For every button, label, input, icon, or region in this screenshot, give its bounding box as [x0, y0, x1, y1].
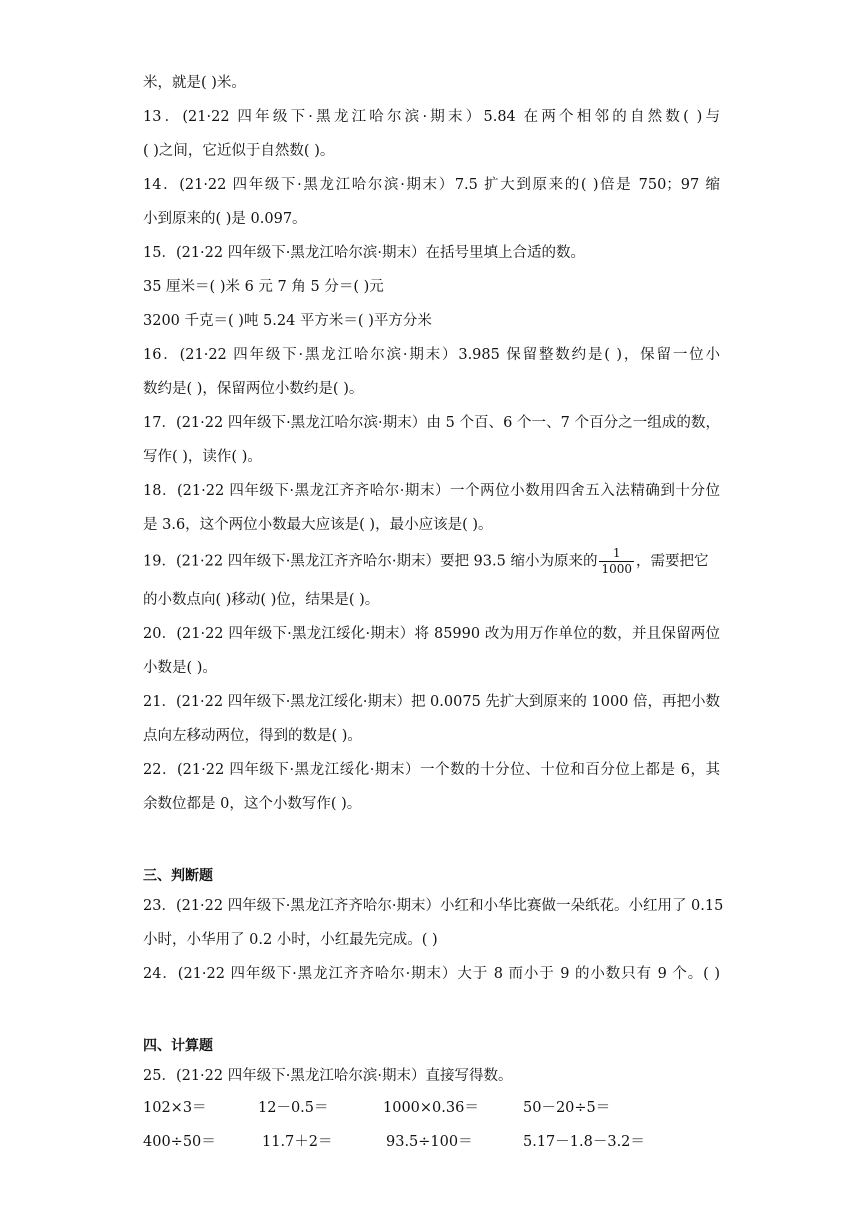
calc-item-6: 11.7＋2＝ [262, 1134, 333, 1150]
question-15-line-1: 15．(21·22 四年级下·黑龙江哈尔滨·期末）在括号里填上合适的数。 [143, 245, 585, 261]
calc-item-4: 50－20÷5＝ [523, 1100, 611, 1116]
fraction-numerator: 1 [599, 546, 634, 562]
question-15-line-3: 3200 千克＝( )吨 5.24 平方米＝( )平方分米 [143, 313, 432, 329]
question-17-line-1: 17．(21·22 四年级下·黑龙江哈尔滨·期末）由 5 个百、6 个一、7 个百分之一组成的数， [143, 415, 720, 431]
calc-item-7: 93.5÷100＝ [386, 1134, 473, 1150]
question-22-line-1: 22．(21·22 四年级下·黑龙江绥化·期末）一个数的十分位、十位和百分位上都是 6，其 [143, 762, 720, 778]
calc-item-2: 12－0.5＝ [258, 1100, 329, 1116]
question-22-line-2: 余数位都是 0，这个小数写作( )。 [143, 796, 362, 812]
fraction-denominator: 1000 [601, 562, 632, 576]
calc-item-3: 1000×0.36＝ [383, 1100, 479, 1116]
question-20-line-1: 20．(21·22 四年级下·黑龙江绥化·期末）将 85990 改为用万作单位的数，并且保留两位 [143, 626, 720, 642]
question-23-line-2: 小时，小华用了 0.2 小时，小红最先完成。( ) [143, 932, 438, 948]
question-25-prompt: 25．(21·22 四年级下·黑龙江哈尔滨·期末）直接写得数。 [143, 1068, 513, 1084]
calc-item-1: 102×3＝ [143, 1100, 207, 1116]
fraction-one-thousandth [599, 546, 634, 577]
question-13-line-2: ( )之间，它近似于自然数( )。 [143, 143, 335, 159]
question-19-line-2: 的小数点向( )移动( )位，结果是( )。 [143, 592, 380, 608]
question-23-line-1: 23．(21·22 四年级下·黑龙江齐齐哈尔·期末）小红和小华比赛做一朵纸花。小红用了 0.15 [143, 898, 724, 914]
question-18-line-1: 18．(21·22 四年级下·黑龙江齐齐哈尔·期末）一个两位小数用四舍五入法精确到十分位 [143, 483, 720, 499]
question-13-line-1: 13．(21·22 四年级下·黑龙江哈尔滨·期末）5.84 在两个相邻的自然数( )与 [143, 109, 720, 125]
text-line-12-end: 米，就是( )米。 [143, 75, 246, 91]
question-15-line-2: 35 厘米＝( )米 6 元 7 角 5 分＝( )元 [143, 279, 384, 295]
question-14-line-1: 14．(21·22 四年级下·黑龙江哈尔滨·期末）7.5 扩大到原来的( )倍是 750；97 缩 [143, 177, 720, 193]
question-21-line-2: 点向左移动两位，得到的数是( )。 [143, 728, 362, 744]
calc-item-5: 400÷50＝ [143, 1134, 216, 1150]
question-17-line-2: 写作( )，读作( )。 [143, 449, 262, 465]
calc-item-8: 5.17－1.8－3.2＝ [523, 1134, 645, 1150]
question-19-line-1 [143, 546, 720, 577]
question-16-line-1: 16．(21·22 四年级下·黑龙江哈尔滨·期末）3.985 保留整数约是( )，保留一位小 [143, 347, 720, 363]
question-18-line-2: 是 3.6，这个两位小数最大应该是( )，最小应该是( )。 [143, 517, 493, 533]
question-16-line-2: 数约是( )，保留两位小数约是( )。 [143, 381, 364, 397]
question-14-line-2: 小到原来的( )是 0.097。 [143, 211, 307, 227]
question-19-text-after: ，需要把它 [636, 553, 709, 570]
question-21-line-1: 21．(21·22 四年级下·黑龙江绥化·期末）把 0.0075 先扩大到原来的 1000 倍，再把小数 [143, 694, 721, 710]
section-3-title: 三、判断题 [143, 868, 213, 884]
question-24: 24．(21·22 四年级下·黑龙江齐齐哈尔·期末）大于 8 而小于 9 的小数只有 9 个。( ) [143, 966, 720, 982]
question-20-line-2: 小数是( )。 [143, 660, 217, 676]
question-19-text-before: 19．(21·22 四年级下·黑龙江齐齐哈尔·期末）要把 93.5 缩小为原来的 [143, 553, 598, 570]
section-4-title: 四、计算题 [143, 1038, 213, 1054]
